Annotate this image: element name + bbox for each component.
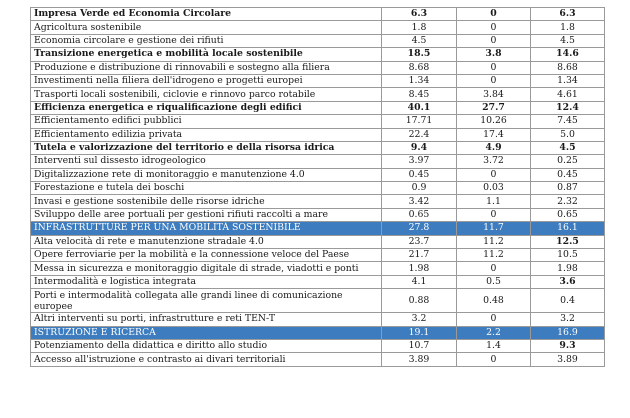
row-value-3: 9.3 bbox=[531, 339, 605, 352]
row-value-3: 0.65 bbox=[531, 208, 605, 221]
table-row bbox=[31, 48, 605, 61]
table-row bbox=[31, 208, 605, 221]
row-value-1: 3.42 bbox=[382, 195, 457, 208]
row-value-2: 0 bbox=[457, 74, 531, 87]
row-label: Economia circolare e gestione dei rifiuti bbox=[31, 34, 382, 47]
row-value-1: 8.45 bbox=[382, 88, 457, 101]
table-row bbox=[31, 249, 605, 262]
row-value-1: 0.9 bbox=[382, 182, 457, 195]
row-value-2: 11.2 bbox=[457, 249, 531, 262]
section-header-label: INFRASTRUTTURE PER UNA MOBILITÀ SOSTENIBILE bbox=[31, 222, 382, 235]
table-row bbox=[31, 275, 605, 288]
row-value-3: 14.6 bbox=[531, 48, 605, 61]
table-row bbox=[31, 141, 605, 154]
row-value-3: 0.4 bbox=[531, 289, 605, 313]
row-value-3: 8.68 bbox=[531, 61, 605, 74]
row-value-2: 2.2 bbox=[457, 326, 531, 339]
row-label: Agricoltura sostenibile bbox=[31, 21, 382, 34]
row-value-2: 11.2 bbox=[457, 235, 531, 248]
row-value-1: 3.89 bbox=[382, 353, 457, 366]
row-value-1: 0.45 bbox=[382, 168, 457, 181]
row-value-3: 0.25 bbox=[531, 155, 605, 168]
row-label: Altri interventi su porti, infrastrutture e reti TEN-T bbox=[31, 313, 382, 326]
row-value-2: 0.48 bbox=[457, 289, 531, 313]
budget-table-container bbox=[30, 7, 604, 367]
row-value-2: 3.8 bbox=[457, 48, 531, 61]
table-row bbox=[31, 182, 605, 195]
row-value-3: 16.9 bbox=[531, 326, 605, 339]
row-value-3: 1.8 bbox=[531, 21, 605, 34]
row-label: Opere ferroviarie per la mobilità e la connessione veloce del Paese bbox=[31, 249, 382, 262]
row-value-1: 9.4 bbox=[382, 141, 457, 154]
row-value-3: 3.2 bbox=[531, 313, 605, 326]
row-value-1: 4.1 bbox=[382, 275, 457, 288]
row-label: Efficienza energetica e riqualificazione degli edifici bbox=[31, 101, 382, 114]
row-value-1: 0.65 bbox=[382, 208, 457, 221]
row-value-1: 10.7 bbox=[382, 339, 457, 352]
table-row bbox=[31, 115, 605, 128]
row-value-1: 6.3 bbox=[382, 8, 457, 21]
row-value-2: 1.1 bbox=[457, 195, 531, 208]
table-row bbox=[31, 155, 605, 168]
row-label: Forestazione e tutela dei boschi bbox=[31, 182, 382, 195]
table-row bbox=[31, 339, 605, 352]
section-header-row bbox=[31, 222, 605, 235]
row-value-3: 4.5 bbox=[531, 34, 605, 47]
row-value-2: 3.84 bbox=[457, 88, 531, 101]
table-row bbox=[31, 262, 605, 275]
row-value-3: 1.98 bbox=[531, 262, 605, 275]
row-value-3: 16.1 bbox=[531, 222, 605, 235]
row-value-1: 8.68 bbox=[382, 61, 457, 74]
table-row bbox=[31, 235, 605, 248]
row-value-2: 4.9 bbox=[457, 141, 531, 154]
row-value-1: 1.8 bbox=[382, 21, 457, 34]
row-label: Efficientamento edifici pubblici bbox=[31, 115, 382, 128]
table-row bbox=[31, 353, 605, 366]
row-value-2: 0 bbox=[457, 8, 531, 21]
row-value-3: 1.34 bbox=[531, 74, 605, 87]
row-label: Trasporti locali sostenibili, ciclovie e rinnovo parco rotabile bbox=[31, 88, 382, 101]
row-value-3: 5.0 bbox=[531, 128, 605, 141]
row-label: Transizione energetica e mobilità locale sostenibile bbox=[31, 48, 382, 61]
row-value-1: 27.8 bbox=[382, 222, 457, 235]
table-row bbox=[31, 8, 605, 21]
row-value-2: 0 bbox=[457, 313, 531, 326]
row-label: Impresa Verde ed Economia Circolare bbox=[31, 8, 382, 21]
budget-table-body bbox=[31, 8, 605, 367]
row-value-3: 4.5 bbox=[531, 141, 605, 154]
row-value-3: 6.3 bbox=[531, 8, 605, 21]
row-value-3: 4.61 bbox=[531, 88, 605, 101]
row-value-1: 19.1 bbox=[382, 326, 457, 339]
table-row bbox=[31, 21, 605, 34]
row-value-3: 12.5 bbox=[531, 235, 605, 248]
row-label: Alta velocità di rete e manutenzione stradale 4.0 bbox=[31, 235, 382, 248]
row-value-1: 17.71 bbox=[382, 115, 457, 128]
row-value-3: 0.45 bbox=[531, 168, 605, 181]
table-row bbox=[31, 74, 605, 87]
row-value-2: 0 bbox=[457, 21, 531, 34]
row-label: Efficientamento edilizia privata bbox=[31, 128, 382, 141]
row-label: Porti e intermodalità collegata alle grandi linee di comunicazione europee bbox=[31, 289, 382, 313]
row-value-1: 18.5 bbox=[382, 48, 457, 61]
row-value-2: 1.4 bbox=[457, 339, 531, 352]
row-value-2: 17.4 bbox=[457, 128, 531, 141]
section-header-row bbox=[31, 326, 605, 339]
table-row bbox=[31, 128, 605, 141]
table-row bbox=[31, 195, 605, 208]
row-value-3: 10.5 bbox=[531, 249, 605, 262]
row-value-3: 3.6 bbox=[531, 275, 605, 288]
row-value-2: 11.7 bbox=[457, 222, 531, 235]
row-value-2: 0 bbox=[457, 168, 531, 181]
section-header-label: ISTRUZIONE E RICERCA bbox=[31, 326, 382, 339]
row-value-2: 0.03 bbox=[457, 182, 531, 195]
row-label: Messa in sicurezza e monitoraggio digitale di strade, viadotti e ponti bbox=[31, 262, 382, 275]
row-value-1: 23.7 bbox=[382, 235, 457, 248]
row-value-2: 3.72 bbox=[457, 155, 531, 168]
row-label: Interventi sul dissesto idrogeologico bbox=[31, 155, 382, 168]
table-row bbox=[31, 34, 605, 47]
row-value-2: 0 bbox=[457, 34, 531, 47]
row-value-2: 0 bbox=[457, 208, 531, 221]
row-label: Potenziamento della didattica e diritto allo studio bbox=[31, 339, 382, 352]
row-value-1: 1.98 bbox=[382, 262, 457, 275]
row-label: Digitalizzazione rete di monitoraggio e manutenzione 4.0 bbox=[31, 168, 382, 181]
row-value-3: 7.45 bbox=[531, 115, 605, 128]
row-label: Sviluppo delle aree portuali per gestioni rifiuti raccolti a mare bbox=[31, 208, 382, 221]
row-value-1: 3.97 bbox=[382, 155, 457, 168]
row-label: Tutela e valorizzazione del territorio e della risorsa idrica bbox=[31, 141, 382, 154]
row-label: Investimenti nella filiera dell'idrogeno e progetti europei bbox=[31, 74, 382, 87]
row-value-3: 0.87 bbox=[531, 182, 605, 195]
row-value-3: 3.89 bbox=[531, 353, 605, 366]
row-value-1: 1.34 bbox=[382, 74, 457, 87]
row-label: Produzione e distribuzione di rinnovabili e sostegno alla filiera bbox=[31, 61, 382, 74]
row-label: Intermodalità e logistica integrata bbox=[31, 275, 382, 288]
row-value-2: 27.7 bbox=[457, 101, 531, 114]
budget-table bbox=[30, 7, 605, 367]
row-label: Invasi e gestione sostenibile delle risorse idriche bbox=[31, 195, 382, 208]
row-value-1: 4.5 bbox=[382, 34, 457, 47]
table-row bbox=[31, 61, 605, 74]
table-row bbox=[31, 313, 605, 326]
row-value-1: 22.4 bbox=[382, 128, 457, 141]
row-value-2: 0 bbox=[457, 353, 531, 366]
row-value-1: 21.7 bbox=[382, 249, 457, 262]
row-value-3: 12.4 bbox=[531, 101, 605, 114]
row-value-1: 3.2 bbox=[382, 313, 457, 326]
row-value-2: 0 bbox=[457, 61, 531, 74]
row-value-2: 0 bbox=[457, 262, 531, 275]
table-row bbox=[31, 88, 605, 101]
table-row bbox=[31, 168, 605, 181]
row-value-2: 10.26 bbox=[457, 115, 531, 128]
table-row bbox=[31, 101, 605, 114]
row-value-1: 0.88 bbox=[382, 289, 457, 313]
row-value-3: 2.32 bbox=[531, 195, 605, 208]
row-value-1: 40.1 bbox=[382, 101, 457, 114]
table-row bbox=[31, 289, 605, 313]
row-label: Accesso all'istruzione e contrasto ai divari territoriali bbox=[31, 353, 382, 366]
row-value-2: 0.5 bbox=[457, 275, 531, 288]
